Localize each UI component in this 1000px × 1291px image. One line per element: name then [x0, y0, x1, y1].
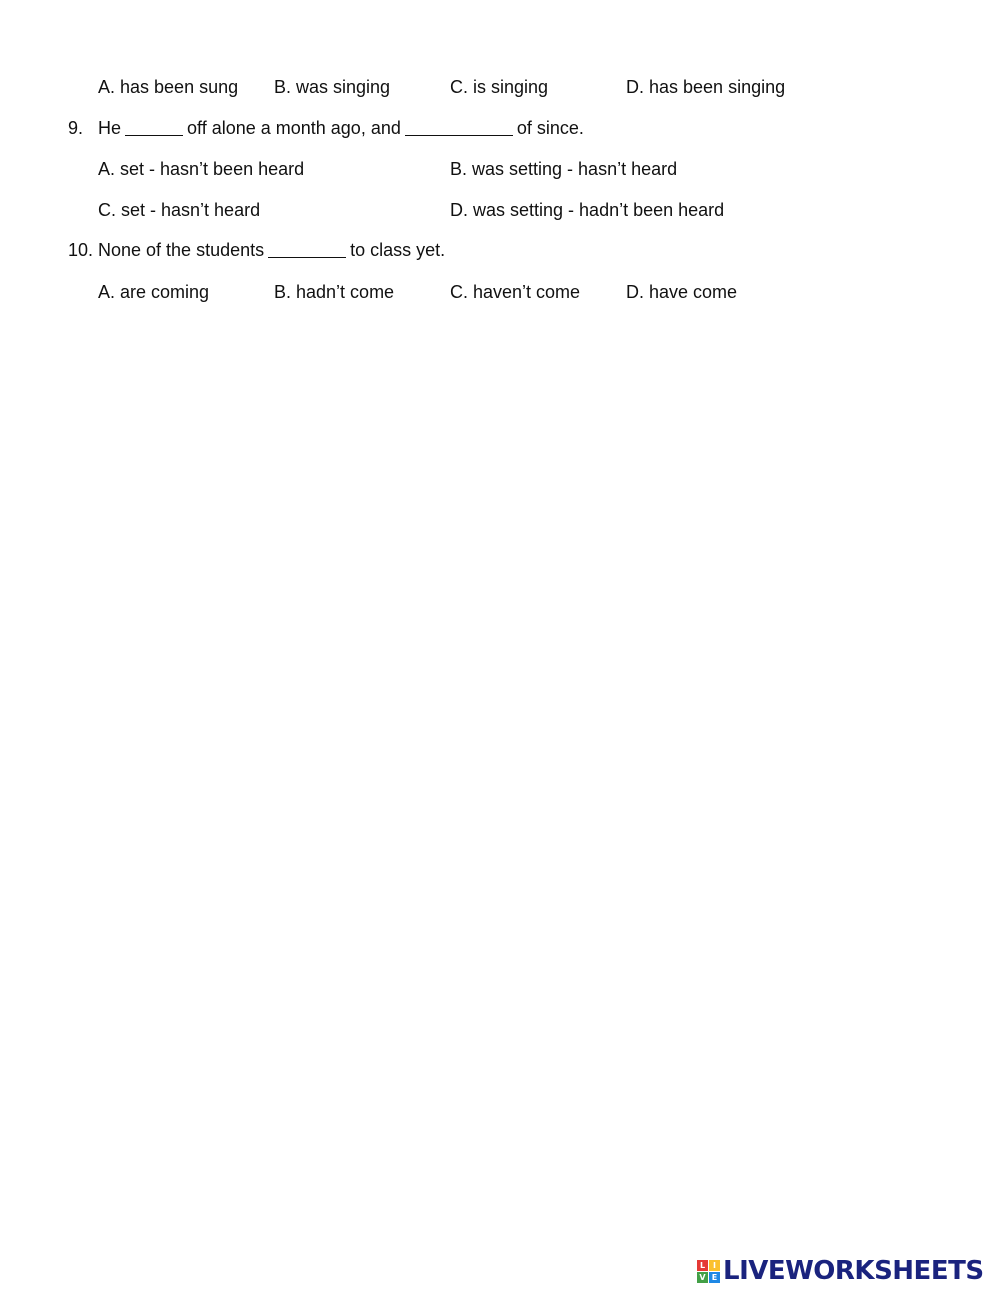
logo-block: I: [709, 1260, 720, 1271]
option-c[interactable]: C. haven’t come: [450, 282, 581, 302]
answer-blank[interactable]: [268, 239, 346, 258]
question-text: [98, 115, 584, 141]
logo-text: LIVEWORKSHEETS: [723, 1256, 984, 1286]
option-d[interactable]: D. has been singing: [626, 77, 786, 97]
option-b[interactable]: B. was singing: [274, 77, 391, 97]
question-text-part: None of the students: [98, 240, 265, 260]
option-a[interactable]: A. are coming: [98, 282, 210, 302]
logo-block: E: [709, 1272, 720, 1283]
logo-blocks-icon: [697, 1260, 720, 1283]
question-number: 10.: [68, 240, 94, 260]
option-b[interactable]: B. was setting - hasn’t heard: [450, 159, 678, 179]
option-d[interactable]: D. was setting - hadn’t been heard: [450, 200, 725, 220]
question-text-part: He: [98, 118, 122, 138]
question-text-part: of since.: [516, 118, 584, 138]
option-c[interactable]: C. is singing: [450, 77, 549, 97]
logo-block: V: [697, 1272, 708, 1283]
option-b[interactable]: B. hadn’t come: [274, 282, 395, 302]
logo-block: L: [697, 1260, 708, 1271]
option-a[interactable]: A. set - hasn’t been heard: [98, 159, 305, 179]
question-number: 9.: [68, 118, 84, 138]
question-text-part: off alone a month ago, and: [187, 118, 401, 138]
answer-blank[interactable]: [405, 117, 513, 136]
option-c[interactable]: C. set - hasn’t heard: [98, 200, 261, 220]
option-d[interactable]: D. have come: [626, 282, 738, 302]
answer-blank[interactable]: [125, 117, 183, 136]
question-text: [98, 237, 445, 263]
option-a[interactable]: A. has been sung: [98, 77, 239, 97]
question-text-part: to class yet.: [350, 240, 446, 260]
liveworksheets-logo[interactable]: [697, 1257, 984, 1285]
